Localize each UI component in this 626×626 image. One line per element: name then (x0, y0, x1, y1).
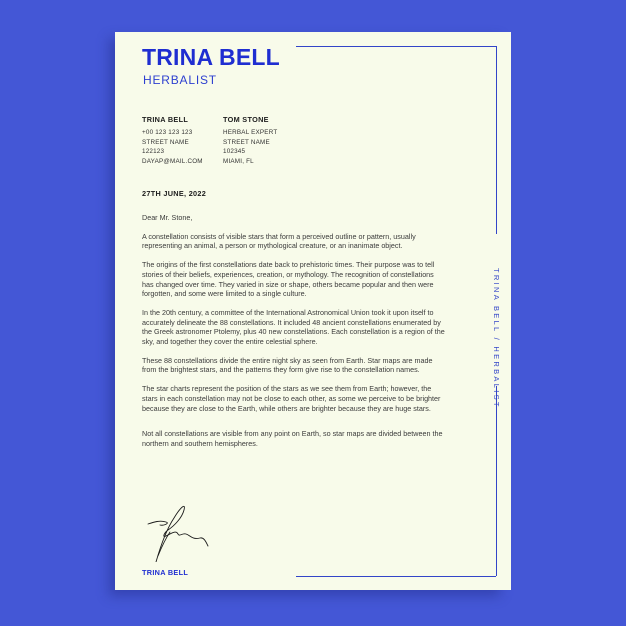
letter-body (142, 213, 447, 458)
letterhead-name: TRINA BELL (142, 44, 280, 70)
sender-email: DAYAP@MAIL.COM (142, 157, 203, 165)
recipient-city: MIAMI, FL (223, 157, 254, 165)
frame-line-top (296, 46, 496, 47)
letter-date: 27TH JUNE, 2022 (142, 189, 207, 198)
salutation: Dear Mr. Stone, (142, 213, 193, 222)
letterhead-role: HERBALIST (143, 73, 217, 87)
sender-phone: +00 123 123 123 (142, 129, 193, 137)
paragraph: Not all constellations are visible from any point on Earth, so star maps are divided between the northern and southern hemispheres. (142, 429, 443, 448)
paragraph: In the 20th century, a committee of the International Astronomical Union took it upon itself to accurately delineate the 88 constellations. It included 48 ancient constellations enumerated by the Greek astronomer Ptolemy, plus 40 new constellations. Each constellation is a region of the sky, and together they cover the entire celestial sphere. (142, 307, 445, 347)
recipient-title: HERBAL EXPERT (223, 129, 278, 137)
paragraph: A constellation consists of visible stars that form a perceived outline or pattern, usually representing an animal, a person or mythological creature, or an inanimate object. (142, 231, 416, 251)
sender-zip: 122123 (142, 148, 165, 156)
sender-block (142, 115, 203, 166)
paragraph: These 88 constellations divide the entire night sky as seen from Earth. Star maps are made from the brightest stars, and the patterns they form give rise to the constellation names. (142, 355, 433, 375)
signature-image (146, 500, 212, 562)
sender-name: TRINA BELL (142, 115, 189, 124)
recipient-name: TOM STONE (223, 115, 269, 124)
paragraph: The origins of the first constellations date back to prehistoric times. Their purpose was to tell stories of their beliefs, experiences, creation, or mythology. The recognition of constellations has changed over time. They varied in size or shape, others became popular and then were forgotten, and some were limited to a single culture. (142, 260, 435, 299)
recipient-block (223, 115, 277, 166)
frame-line-right-upper (496, 46, 497, 234)
sender-street: STREET NAME (142, 138, 189, 146)
frame-line-right-lower (496, 386, 497, 576)
vertical-tagline: TRINA BELL / HERBALIST (492, 268, 501, 409)
recipient-street: STREET NAME (223, 138, 270, 146)
paragraph: The star charts represent the position of the stars as we see them from Earth; however, the stars in each constellation may not be close to each other, as some we perceive to be brighter because they are close to the Earth, while others are brighter because they are huge stars. (142, 384, 441, 413)
signature-name: TRINA BELL (142, 568, 189, 577)
recipient-zip: 102345 (223, 148, 246, 156)
frame-line-bottom (296, 576, 496, 577)
